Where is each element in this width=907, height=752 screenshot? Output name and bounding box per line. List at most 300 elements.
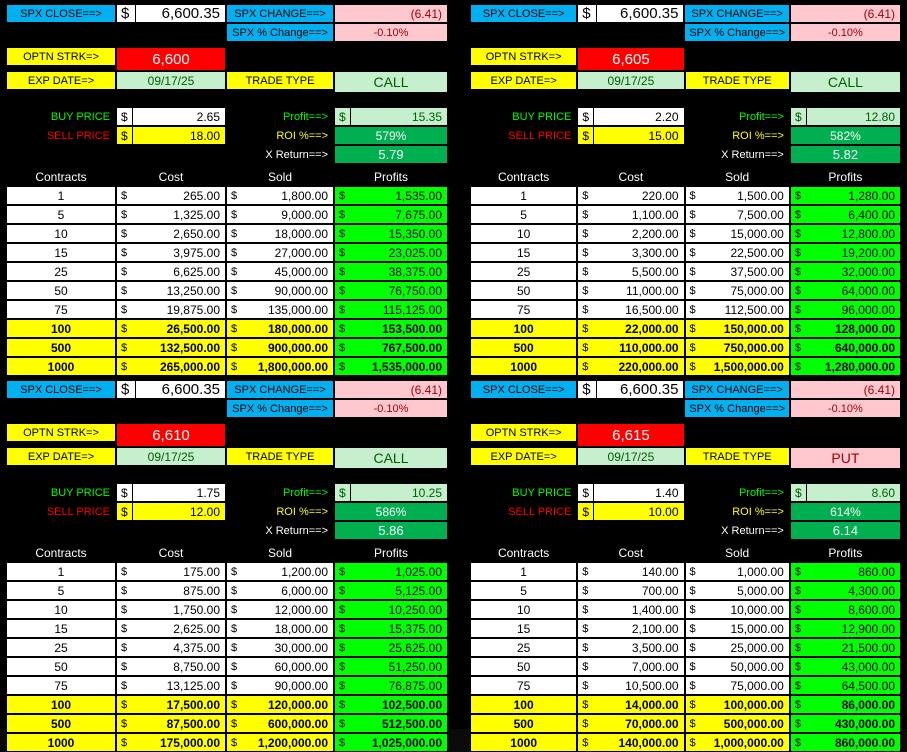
cell-cost-symbol: $ bbox=[116, 695, 131, 714]
cell-contracts: 5 bbox=[6, 581, 116, 600]
cell-profits-symbol: $ bbox=[334, 262, 349, 281]
table-row bbox=[6, 281, 458, 300]
cell-sold-symbol: $ bbox=[226, 224, 241, 243]
profit-value bbox=[334, 483, 448, 502]
spacer bbox=[226, 423, 448, 447]
cell-sold-value: 30,000.00 bbox=[241, 638, 334, 657]
cell-profits bbox=[790, 676, 901, 695]
cell-profits-value: 767,500.00 bbox=[349, 338, 448, 357]
spx-pct-label-cell bbox=[684, 399, 789, 418]
buy-price-value-symbol: $ bbox=[577, 483, 593, 502]
profit-value-symbol: $ bbox=[790, 483, 806, 502]
col-cost: Cost bbox=[116, 167, 226, 186]
cell-cost-symbol: $ bbox=[116, 205, 131, 224]
cell-cost-symbol: $ bbox=[577, 562, 592, 581]
cell-cost-symbol: $ bbox=[116, 562, 131, 581]
trade-type-value: CALL bbox=[373, 74, 409, 90]
cell-contracts: 10 bbox=[470, 600, 577, 619]
profit-value-symbol: $ bbox=[334, 107, 350, 126]
cell-profits-value: 64,500.00 bbox=[805, 676, 901, 695]
cell-sold-symbol: $ bbox=[685, 600, 700, 619]
profit-label: Profit==> bbox=[226, 107, 334, 126]
cell-cost-symbol: $ bbox=[116, 676, 131, 695]
cell-contracts: 100 bbox=[6, 319, 116, 338]
profit-value-value: 10.25 bbox=[350, 483, 448, 502]
cell-cost bbox=[116, 338, 226, 357]
col-profits: Profits bbox=[790, 543, 901, 562]
cell-cost bbox=[577, 714, 684, 733]
cell-profits bbox=[334, 262, 448, 281]
table-row bbox=[470, 357, 901, 376]
spx-pct-value-cell bbox=[790, 23, 901, 42]
cell-cost-value: 26,500.00 bbox=[131, 319, 226, 338]
cell-sold bbox=[685, 581, 790, 600]
optn-strk-label: OPTN STRK=> bbox=[485, 50, 562, 63]
cell-profits bbox=[334, 300, 448, 319]
cell-contracts: 1 bbox=[6, 186, 116, 205]
cell-cost-value: 70,000.00 bbox=[592, 714, 684, 733]
x-return-label: X Return==> bbox=[684, 521, 789, 540]
profit-label: Profit==> bbox=[685, 107, 790, 126]
cell-contracts: 100 bbox=[470, 695, 577, 714]
spacer bbox=[470, 23, 684, 42]
cell-sold-symbol: $ bbox=[226, 562, 241, 581]
cell-sold-symbol: $ bbox=[226, 733, 241, 752]
buy-price-label: BUY PRICE bbox=[6, 107, 116, 126]
gap bbox=[470, 93, 901, 107]
cell-cost-symbol: $ bbox=[116, 581, 131, 600]
table-row bbox=[6, 205, 458, 224]
optn-strk-value: 6,610 bbox=[152, 426, 190, 444]
x-return-value: 5.86 bbox=[378, 523, 404, 538]
cell-cost bbox=[116, 243, 226, 262]
cell-sold bbox=[685, 205, 790, 224]
cell-profits-symbol: $ bbox=[334, 338, 349, 357]
col-profits: Profits bbox=[334, 543, 448, 562]
spx-change-label-cell bbox=[684, 380, 789, 399]
buy-price-value-value: 1.75 bbox=[132, 483, 226, 502]
cell-contracts: 10 bbox=[6, 224, 116, 243]
cell-profits-value: 860,000.00 bbox=[805, 733, 901, 752]
cell-sold-symbol: $ bbox=[685, 357, 700, 376]
cell-cost-value: 2,650.00 bbox=[131, 224, 226, 243]
cell-profits-value: 23,025.00 bbox=[349, 243, 448, 262]
col-contracts: Contracts bbox=[6, 167, 116, 186]
panel-1-row-sell bbox=[6, 126, 458, 145]
table-row bbox=[6, 186, 458, 205]
x-return-value-cell bbox=[334, 521, 448, 540]
buy-price-value-symbol: $ bbox=[116, 483, 132, 502]
spx-change-value-cell bbox=[334, 380, 448, 399]
spx-close-value: 6,600.35 bbox=[597, 4, 684, 23]
cell-sold-symbol: $ bbox=[685, 562, 700, 581]
cell-cost bbox=[116, 714, 226, 733]
buy-price-value bbox=[116, 107, 226, 126]
cell-cost-value: 700.00 bbox=[592, 581, 684, 600]
cell-sold-value: 22,500.00 bbox=[700, 243, 790, 262]
sell-price-value bbox=[116, 126, 226, 145]
cell-profits-symbol: $ bbox=[334, 676, 349, 695]
panel-1-row-strike bbox=[6, 47, 458, 71]
x-return-value: 6.14 bbox=[832, 523, 859, 538]
panel-3-table-header bbox=[6, 543, 458, 562]
profit-label: Profit==> bbox=[685, 483, 790, 502]
cell-profits-symbol: $ bbox=[334, 695, 349, 714]
cell-profits bbox=[334, 714, 448, 733]
cell-profits bbox=[790, 638, 901, 657]
cell-cost bbox=[116, 300, 226, 319]
table-row bbox=[470, 657, 901, 676]
sell-price-value-value: 10.00 bbox=[593, 502, 684, 521]
cell-sold bbox=[226, 657, 334, 676]
table-row bbox=[6, 619, 458, 638]
cell-profits-value: 430,000.00 bbox=[805, 714, 901, 733]
cell-profits bbox=[790, 600, 901, 619]
cell-profits-symbol: $ bbox=[790, 338, 805, 357]
x-return-label: X Return==> bbox=[226, 145, 334, 164]
gap bbox=[470, 469, 901, 483]
cell-cost-value: 19,875.00 bbox=[131, 300, 226, 319]
cell-sold-value: 50,000.00 bbox=[700, 657, 790, 676]
cell-profits-symbol: $ bbox=[790, 281, 805, 300]
table-row bbox=[6, 714, 458, 733]
cell-sold bbox=[226, 186, 334, 205]
cell-sold-value: 900,000.00 bbox=[241, 338, 334, 357]
buy-price-label: BUY PRICE bbox=[470, 107, 577, 126]
panel-4-row-strike bbox=[470, 423, 901, 447]
spx-pct-label: SPX % Change==> bbox=[689, 26, 785, 39]
spx-pct-value: -0.10% bbox=[373, 402, 409, 415]
spx-close-label-cell bbox=[470, 380, 577, 399]
exp-date-value: 09/17/25 bbox=[607, 449, 655, 464]
cell-profits-value: 6,400.00 bbox=[805, 205, 901, 224]
cell-profits-symbol: $ bbox=[334, 638, 349, 657]
panel-4-row-buy bbox=[470, 483, 901, 502]
spacer bbox=[470, 399, 684, 418]
cell-sold-value: 15,000.00 bbox=[700, 224, 790, 243]
profit-value bbox=[790, 483, 901, 502]
cell-sold-symbol: $ bbox=[685, 319, 700, 338]
panel-3-row-buy bbox=[6, 483, 458, 502]
cell-profits-symbol: $ bbox=[334, 714, 349, 733]
cell-sold-value: 1,200,000.00 bbox=[241, 733, 334, 752]
spx-change-label: SPX CHANGE==> bbox=[691, 7, 783, 20]
trade-type-value: CALL bbox=[827, 74, 863, 90]
cell-cost bbox=[577, 262, 684, 281]
table-row bbox=[470, 205, 901, 224]
spx-close-dollar: $ bbox=[116, 380, 136, 399]
cell-sold bbox=[685, 562, 790, 581]
spx-change-value-cell bbox=[334, 4, 448, 23]
panel-2-row-strike bbox=[470, 47, 901, 71]
table-row bbox=[6, 224, 458, 243]
cell-profits-symbol: $ bbox=[334, 243, 349, 262]
cell-cost bbox=[577, 619, 684, 638]
cell-contracts: 10 bbox=[470, 224, 577, 243]
cell-profits bbox=[334, 281, 448, 300]
cell-cost bbox=[577, 338, 684, 357]
cell-cost-value: 3,500.00 bbox=[592, 638, 684, 657]
cell-profits bbox=[790, 695, 901, 714]
cell-cost bbox=[577, 733, 684, 752]
cell-contracts: 5 bbox=[470, 205, 577, 224]
profit-value-symbol: $ bbox=[790, 107, 806, 126]
cell-cost-value: 220.00 bbox=[592, 186, 684, 205]
cell-contracts: 75 bbox=[6, 676, 116, 695]
cell-profits-symbol: $ bbox=[790, 319, 805, 338]
cell-sold-symbol: $ bbox=[685, 262, 700, 281]
spx-close-value-cell bbox=[116, 4, 226, 23]
cell-cost-value: 87,500.00 bbox=[131, 714, 226, 733]
cell-contracts: 10 bbox=[6, 600, 116, 619]
cell-sold bbox=[226, 319, 334, 338]
trade-type-label-cell bbox=[685, 71, 790, 90]
cell-sold-symbol: $ bbox=[685, 205, 700, 224]
spx-change-value: (6.41) bbox=[410, 382, 442, 397]
cell-sold-symbol: $ bbox=[226, 338, 241, 357]
spx-pct-label: SPX % Change==> bbox=[232, 402, 328, 415]
cell-sold-symbol: $ bbox=[685, 224, 700, 243]
cell-cost-value: 1,400.00 bbox=[592, 600, 684, 619]
cell-sold-value: 1,800,000.00 bbox=[241, 357, 334, 376]
cell-cost-value: 1,325.00 bbox=[131, 205, 226, 224]
buy-price-value-symbol: $ bbox=[577, 107, 593, 126]
optn-strk-label: OPTN STRK=> bbox=[23, 426, 99, 439]
cell-contracts: 25 bbox=[470, 262, 577, 281]
spx-pct-label-cell bbox=[226, 399, 334, 418]
cell-profits-value: 1,025.00 bbox=[349, 562, 448, 581]
panel-3-row-exp bbox=[6, 447, 458, 469]
cell-profits-symbol: $ bbox=[334, 600, 349, 619]
panel-3-row-xreturn bbox=[6, 521, 458, 540]
cell-sold-symbol: $ bbox=[226, 262, 241, 281]
spx-pct-value: -0.10% bbox=[827, 26, 863, 39]
cell-profits bbox=[790, 224, 901, 243]
cell-cost-symbol: $ bbox=[577, 338, 592, 357]
profit-value-value: 15.35 bbox=[350, 107, 448, 126]
spacer bbox=[6, 399, 226, 418]
spacer bbox=[470, 145, 684, 164]
panel-2-row-xreturn bbox=[470, 145, 901, 164]
cell-profits bbox=[334, 562, 448, 581]
table-row bbox=[6, 638, 458, 657]
cell-sold-value: 750,000.00 bbox=[700, 338, 790, 357]
cell-sold bbox=[226, 262, 334, 281]
cell-sold bbox=[685, 600, 790, 619]
cell-cost bbox=[116, 638, 226, 657]
spx-change-label-cell bbox=[684, 4, 789, 23]
cell-sold-value: 60,000.00 bbox=[241, 657, 334, 676]
cell-profits-value: 8,600.00 bbox=[805, 600, 901, 619]
panel-4-row-spx-close bbox=[470, 380, 901, 399]
cell-sold-symbol: $ bbox=[226, 676, 241, 695]
trade-type-label-cell bbox=[226, 447, 334, 466]
panel-1 bbox=[0, 0, 464, 376]
profit-value-symbol: $ bbox=[334, 483, 350, 502]
cell-sold-symbol: $ bbox=[685, 714, 700, 733]
trade-type-value-cell bbox=[334, 71, 448, 93]
cell-contracts: 500 bbox=[6, 338, 116, 357]
cell-sold bbox=[685, 357, 790, 376]
cell-cost-symbol: $ bbox=[116, 338, 131, 357]
sell-price-value bbox=[116, 502, 226, 521]
cell-profits-symbol: $ bbox=[334, 562, 349, 581]
cell-sold-symbol: $ bbox=[226, 281, 241, 300]
spacer bbox=[6, 521, 226, 540]
cell-cost-symbol: $ bbox=[116, 733, 131, 752]
cell-cost bbox=[577, 695, 684, 714]
cell-cost-symbol: $ bbox=[577, 243, 592, 262]
cell-sold-symbol: $ bbox=[685, 733, 700, 752]
col-cost: Cost bbox=[116, 543, 226, 562]
roi-label: ROI %==> bbox=[685, 126, 790, 145]
spx-close-label: SPX CLOSE==> bbox=[482, 383, 565, 396]
cell-cost-symbol: $ bbox=[577, 676, 592, 695]
cell-contracts: 15 bbox=[470, 619, 577, 638]
cell-profits bbox=[334, 638, 448, 657]
cell-contracts: 50 bbox=[470, 657, 577, 676]
cell-cost bbox=[116, 224, 226, 243]
cell-sold-value: 90,000.00 bbox=[241, 281, 334, 300]
cell-cost-symbol: $ bbox=[116, 319, 131, 338]
cell-profits bbox=[790, 619, 901, 638]
cell-profits-value: 12,900.00 bbox=[805, 619, 901, 638]
cell-contracts: 500 bbox=[6, 714, 116, 733]
cell-cost-symbol: $ bbox=[577, 714, 592, 733]
spx-change-value: (6.41) bbox=[863, 6, 895, 21]
cell-cost-symbol: $ bbox=[577, 619, 592, 638]
spx-change-value-cell bbox=[790, 380, 901, 399]
cell-cost-value: 13,250.00 bbox=[131, 281, 226, 300]
cell-sold bbox=[685, 695, 790, 714]
cell-profits-value: 64,000.00 bbox=[805, 281, 901, 300]
cell-profits-symbol: $ bbox=[790, 695, 805, 714]
cell-profits bbox=[790, 357, 901, 376]
optn-strk-value: 6,615 bbox=[612, 426, 650, 444]
cell-sold-value: 1,800.00 bbox=[241, 186, 334, 205]
spx-close-value: 6,600.35 bbox=[136, 380, 226, 399]
spx-close-value: 6,600.35 bbox=[136, 4, 226, 23]
cell-profits-symbol: $ bbox=[334, 357, 349, 376]
trade-type-value-cell bbox=[334, 447, 448, 469]
table-row bbox=[6, 243, 458, 262]
spx-pct-label: SPX % Change==> bbox=[689, 402, 785, 415]
cell-sold-symbol: $ bbox=[685, 186, 700, 205]
cell-contracts: 500 bbox=[470, 714, 577, 733]
cell-profits bbox=[790, 262, 901, 281]
cell-sold-value: 112,500.00 bbox=[700, 300, 790, 319]
cell-cost-symbol: $ bbox=[116, 224, 131, 243]
trade-type-label: TRADE TYPE bbox=[702, 450, 772, 463]
cell-cost-symbol: $ bbox=[116, 357, 131, 376]
sell-price-value-symbol: $ bbox=[577, 126, 593, 145]
buy-price-value-value: 2.20 bbox=[593, 107, 684, 126]
spx-change-label: SPX CHANGE==> bbox=[234, 7, 326, 20]
spacer bbox=[685, 47, 901, 71]
cell-sold bbox=[226, 224, 334, 243]
table-row bbox=[470, 224, 901, 243]
cell-profits-symbol: $ bbox=[334, 186, 349, 205]
spx-change-label-cell bbox=[226, 380, 334, 399]
cell-contracts: 50 bbox=[6, 657, 116, 676]
cell-profits-symbol: $ bbox=[790, 581, 805, 600]
cell-cost-value: 265.00 bbox=[131, 186, 226, 205]
cell-contracts: 50 bbox=[6, 281, 116, 300]
optn-strk-label: OPTN STRK=> bbox=[485, 426, 562, 439]
cell-sold-symbol: $ bbox=[685, 638, 700, 657]
cell-cost-symbol: $ bbox=[116, 638, 131, 657]
exp-date-value-cell bbox=[116, 447, 226, 466]
table-row bbox=[6, 733, 458, 752]
cell-sold-value: 100,000.00 bbox=[700, 695, 790, 714]
cell-cost-value: 2,100.00 bbox=[592, 619, 684, 638]
cell-profits-value: 51,250.00 bbox=[349, 657, 448, 676]
cell-cost-value: 175.00 bbox=[131, 562, 226, 581]
cell-cost-symbol: $ bbox=[577, 657, 592, 676]
cell-cost bbox=[577, 357, 684, 376]
cell-cost bbox=[116, 281, 226, 300]
cell-contracts: 1 bbox=[470, 186, 577, 205]
cell-sold bbox=[226, 243, 334, 262]
exp-date-value: 09/17/25 bbox=[607, 73, 655, 88]
roi-value-cell bbox=[334, 126, 448, 145]
cell-sold-value: 90,000.00 bbox=[241, 676, 334, 695]
panel-3-row-spx-pct bbox=[6, 399, 458, 418]
panel-2-row-spx-pct bbox=[470, 23, 901, 42]
spx-change-value-cell bbox=[790, 4, 901, 23]
cell-sold-value: 1,500.00 bbox=[700, 186, 790, 205]
optn-strk-label-cell bbox=[6, 423, 116, 442]
cell-cost bbox=[116, 562, 226, 581]
table-row bbox=[6, 338, 458, 357]
cell-cost bbox=[577, 300, 684, 319]
cell-profits-symbol: $ bbox=[790, 205, 805, 224]
table-row bbox=[470, 733, 901, 752]
cell-cost-value: 5,500.00 bbox=[592, 262, 684, 281]
cell-sold bbox=[226, 714, 334, 733]
cell-cost-value: 4,375.00 bbox=[131, 638, 226, 657]
cell-cost-symbol: $ bbox=[577, 186, 592, 205]
cell-contracts: 15 bbox=[6, 243, 116, 262]
profit-value bbox=[790, 107, 901, 126]
cell-sold bbox=[226, 676, 334, 695]
cell-cost-symbol: $ bbox=[116, 714, 131, 733]
cell-sold-symbol: $ bbox=[226, 205, 241, 224]
cell-profits-symbol: $ bbox=[334, 581, 349, 600]
cell-profits bbox=[790, 733, 901, 752]
table-row bbox=[6, 300, 458, 319]
cell-profits-value: 1,025,000.00 bbox=[349, 733, 448, 752]
panel-1-row-exp bbox=[6, 71, 458, 93]
cell-profits-value: 21,500.00 bbox=[805, 638, 901, 657]
spx-change-value: (6.41) bbox=[410, 6, 442, 21]
panel-2-row-spx-close bbox=[470, 4, 901, 23]
exp-date-value-cell bbox=[577, 447, 684, 466]
cell-sold-value: 120,000.00 bbox=[241, 695, 334, 714]
cell-profits bbox=[790, 714, 901, 733]
cell-profits-symbol: $ bbox=[790, 357, 805, 376]
cell-cost-symbol: $ bbox=[577, 638, 592, 657]
cell-profits bbox=[334, 695, 448, 714]
cell-sold-value: 5,000.00 bbox=[700, 581, 790, 600]
cell-sold-symbol: $ bbox=[226, 638, 241, 657]
optn-strk-label: OPTN STRK=> bbox=[23, 50, 99, 63]
spx-close-label: SPX CLOSE==> bbox=[482, 7, 565, 20]
cell-sold-symbol: $ bbox=[226, 600, 241, 619]
cell-cost-value: 140,000.00 bbox=[592, 733, 684, 752]
panel-1-row-xreturn bbox=[6, 145, 458, 164]
cell-profits bbox=[790, 657, 901, 676]
